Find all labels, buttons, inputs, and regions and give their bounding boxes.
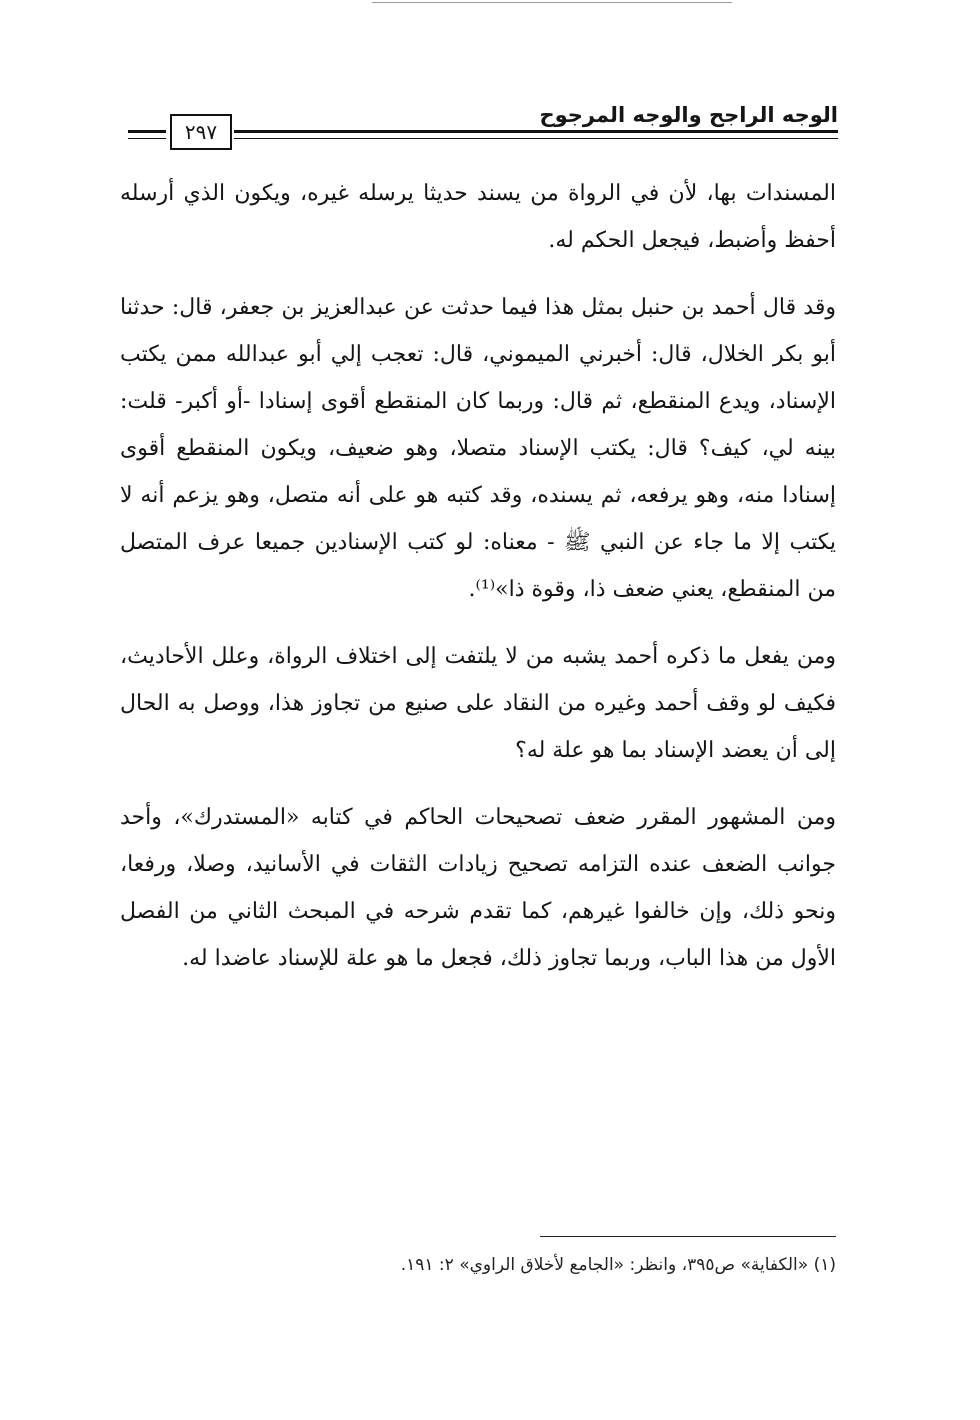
page-number-box <box>170 114 232 150</box>
paragraph-3: ومن يفعل ما ذكره أحمد يشبه من لا يلتفت إلى اختلاف الرواة، وعلل الأحاديث، فكيف لو وقف أحمد وغيره من النقاد على صنيع من تجاوز هذا، ووصل به الحال إلى أن يعضد الإسناد بما هو علة له؟ <box>120 644 836 763</box>
page-number: ٢٩٧ <box>184 120 218 144</box>
page-header <box>118 100 838 150</box>
body-text <box>120 170 836 1002</box>
running-title: الوجه الراجح والوجه المرجوح <box>539 103 838 127</box>
top-scan-rule <box>372 2 732 3</box>
paragraph-4: ومن المشهور المقرر ضعف تصحيحات الحاكم في كتابه «المستدرك»، وأحد جوانب الضعف عنده التزامه تصحيح زيادات الثقات في الأسانيد، وصلا، ورفعا، ونحو ذلك، وإن خالفوا غيرهم، كما تقدم شرحه في المبحث الثاني من الفصل الأول من هذا الباب، وربما تجاوز ذلك، فجعل ما هو علة للإسناد عاضدا له. <box>120 805 836 971</box>
paragraph-2: وقد قال أحمد بن حنبل بمثل هذا فيما حدثت عن عبدالعزيز بن جعفر، قال: حدثنا أبو بكر الخلال، قال: أخبرني الميموني، قال: تعجب إلي أبو عبدالله ممن يكتب الإسناد، ويدع المنقطع، ثم قال: وربما كان المنقطع أقوى إسنادا -أو أكبر- قلت: بينه لي، كيف؟ قال: يكتب الإسناد متصلا، وهو ضعيف، ويكون المنقطع أقوى إسنادا منه، وهو يرفعه، ثم يسنده، وقد كتبه هو على أنه متصل، وهو يزعم أنه لا يكتب إلا ما جاء عن النبي ﷺ - معناه: لو كتب الإسنادين جميعا عرف المتصل من المنقطع، يعني ضعف ذا، وقوة ذا»⁽¹⁾. <box>120 295 836 602</box>
header-rule-short <box>128 130 166 139</box>
paragraph-1: المسندات بها، لأن في الرواة من يسند حديثا يرسله غيره، ويكون الذي أرسله أحفظ وأضبط، فيجعل الحكم له. <box>120 181 836 253</box>
header-rule-long <box>234 130 838 139</box>
footnote-separator <box>540 1236 836 1237</box>
footnote: (١) «الكفاية» ص٣٩٥، وانظر: «الجامع لأخلاق الراوي» ٢: ١٩١. <box>400 1255 836 1275</box>
